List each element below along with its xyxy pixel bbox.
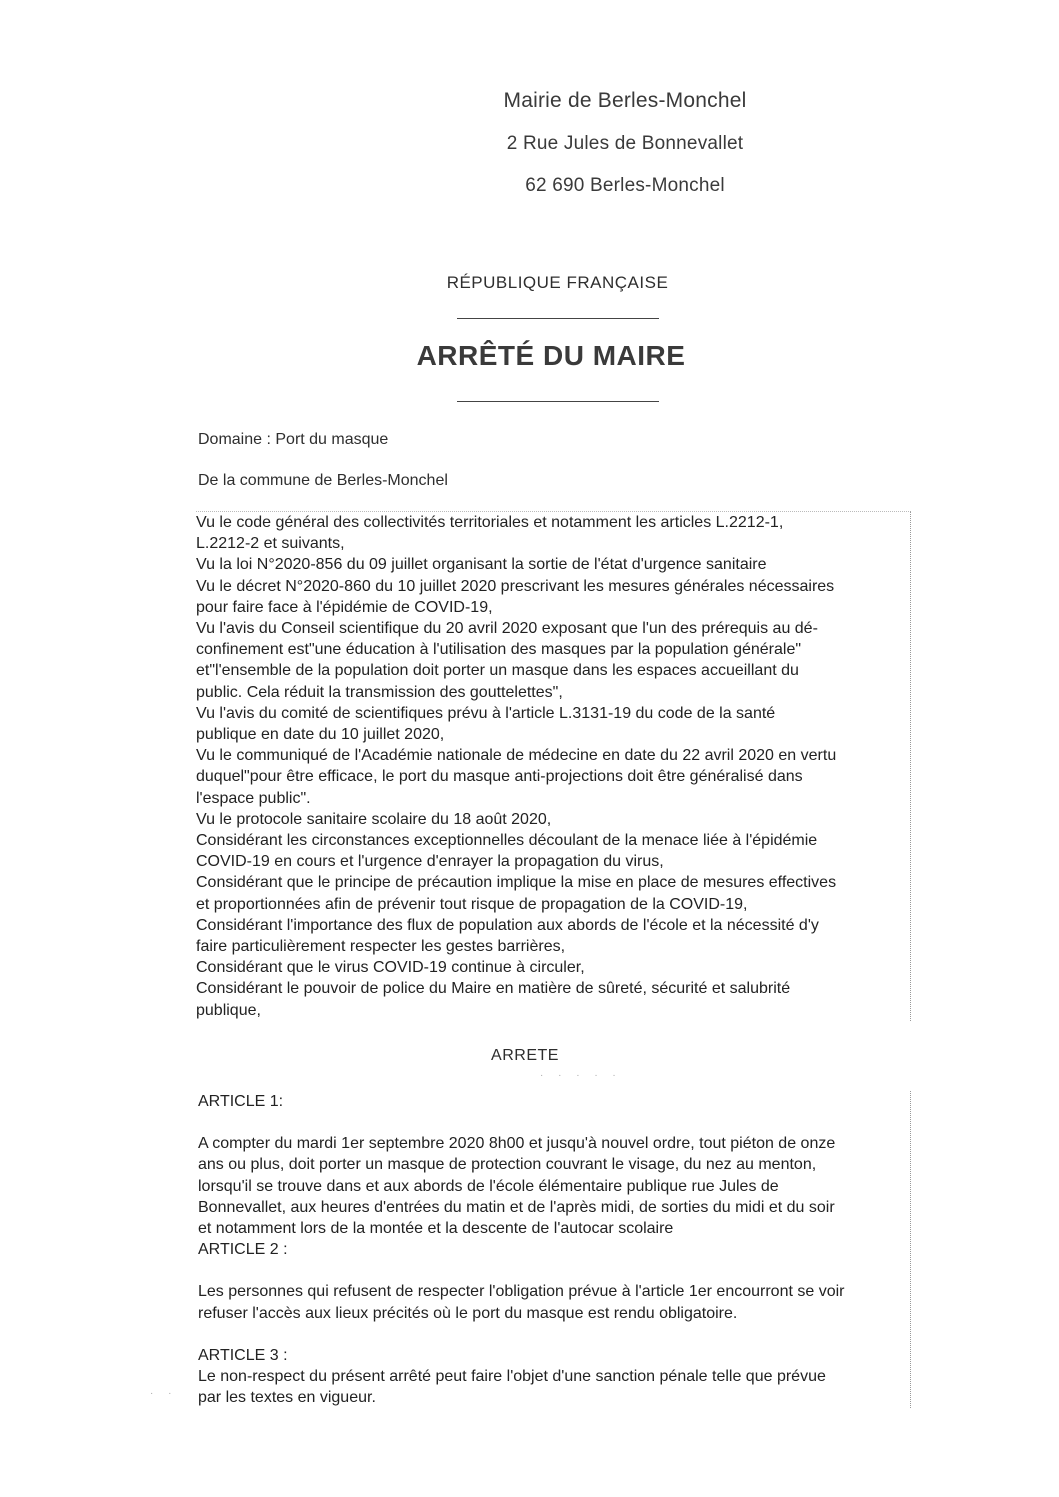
article-line: Le non-respect du présent arrêté peut faire l'objet d'une sanction pénale telle que prévue (198, 1368, 826, 1386)
article-title: ARTICLE 3 : (198, 1346, 288, 1364)
preamble-line: Vu l'avis du comité de scientifiques prévu à l'article L.3131-19 du code de la santé (196, 704, 776, 722)
article-title: ARTICLE 2 : (198, 1241, 288, 1259)
article-line: par les textes en vigueur. (198, 1389, 376, 1407)
domain-line: Domaine : Port du masque (198, 431, 389, 448)
document-title: ARRÊTÉ DU MAIRE (416, 340, 686, 371)
article-line: Bonnevallet, aux heures d'entrées du matin et de l'après midi, de sorties du midi et du soir (198, 1198, 835, 1216)
scan-artifact: · · · · · (540, 1070, 622, 1081)
preamble-line: confinement est"une éducation à l'utilisation des masques par la population générale" (196, 641, 802, 659)
article-line: ans ou plus, doit porter un masque de protection couvrant le visage, du nez au menton, (198, 1156, 817, 1174)
preamble-line: duquel"pour être efficace, le port du masque anti-projections doit être généralisé dans (196, 768, 803, 786)
article-body (198, 1366, 910, 1408)
article-line: et notamment lors de la montée et la descente de l'autocar scolaire (198, 1220, 674, 1238)
preamble-line: Vu le communiqué de l'Académie nationale de médecine en date du 22 avril 2020 en vertu (196, 747, 837, 765)
article-line: Les personnes qui refusent de respecter l'obligation prévue à l'article 1er encourront se voir (198, 1283, 845, 1301)
article-title: ARTICLE 1: (198, 1093, 284, 1110)
preamble-line: public. Cela réduit la transmission des gouttelettes", (196, 683, 563, 701)
arrete-heading: ARRETE (491, 1047, 559, 1064)
preamble-line: faire particulièrement respecter les gestes barrières, (196, 938, 566, 956)
preamble-line: publique, (196, 1001, 261, 1019)
article-body (198, 1281, 910, 1323)
article-line: lorsqu'il se trouve dans et aux abords de l'école élémentaire publique rue Jules de (198, 1177, 779, 1195)
preamble-line: Considérant que le principe de précaution implique la mise en place de mesures effectives (196, 874, 837, 892)
article-line: refuser l'accès aux lieux précités où le port du masque est rendu obligatoire. (198, 1304, 738, 1322)
scan-artifact: · · (150, 1388, 178, 1399)
divider-top (457, 318, 659, 319)
preamble-line: et"l'ensemble de la population doit porter un masque dans les espaces accueillant du (196, 662, 799, 680)
preamble-line: Vu le protocole sanitaire scolaire du 18 août 2020, (196, 810, 552, 828)
article-line: A compter du mardi 1er septembre 2020 8h00 et jusqu'à nouvel ordre, tout piéton de onze (198, 1135, 836, 1153)
preamble-line: Considérant le pouvoir de police du Maire en matière de sûreté, sécurité et salubrité (196, 980, 791, 998)
divider-bottom (457, 401, 659, 402)
preamble-line: Considérant les circonstances exceptionnelles découlant de la menace liée à l'épidémie (196, 832, 818, 850)
preamble-line: l'espace public". (196, 789, 311, 807)
preamble-line: pour faire face à l'épidémie de COVID-19, (196, 598, 493, 616)
mairie-address: 2 Rue Jules de Bonnevallet (506, 133, 744, 154)
commune-line: De la commune de Berles-Monchel (198, 472, 448, 489)
preamble-block (196, 511, 911, 1021)
republic-heading: RÉPUBLIQUE FRANÇAISE (446, 273, 669, 292)
article-body (198, 1133, 910, 1239)
mairie-name: Mairie de Berles-Monchel (503, 89, 747, 112)
preamble-line: Vu la loi N°2020-856 du 09 juillet organisant la sortie de l'état d'urgence sanitaire (196, 556, 767, 574)
preamble-line: Vu le code général des collectivités territoriales et notamment les articles L.2212-1, (196, 514, 784, 531)
articles-block (198, 1091, 911, 1408)
preamble-line: publique en date du 10 juillet 2020, (196, 726, 445, 744)
preamble-line: COVID-19 en cours et l'urgence d'enrayer la propagation du virus, (196, 853, 664, 871)
preamble-line: Vu le décret N°2020-860 du 10 juillet 2020 prescrivant les mesures générales nécessaires (196, 577, 835, 595)
preamble-line: Considérant que le virus COVID-19 continue à circuler, (196, 959, 585, 977)
preamble-line: Considérant l'importance des flux de population aux abords de l'école et la nécessité d'y (196, 916, 819, 934)
preamble-line: et proportionnées afin de prévenir tout risque de propagation de la COVID-19, (196, 895, 748, 913)
preamble-line: Vu l'avis du Conseil scientifique du 20 avril 2020 exposant que l'un des prérequis au dé- (196, 620, 818, 638)
preamble-line: L.2212-2 et suivants, (196, 535, 345, 553)
mairie-city: 62 690 Berles-Monchel (525, 175, 725, 196)
